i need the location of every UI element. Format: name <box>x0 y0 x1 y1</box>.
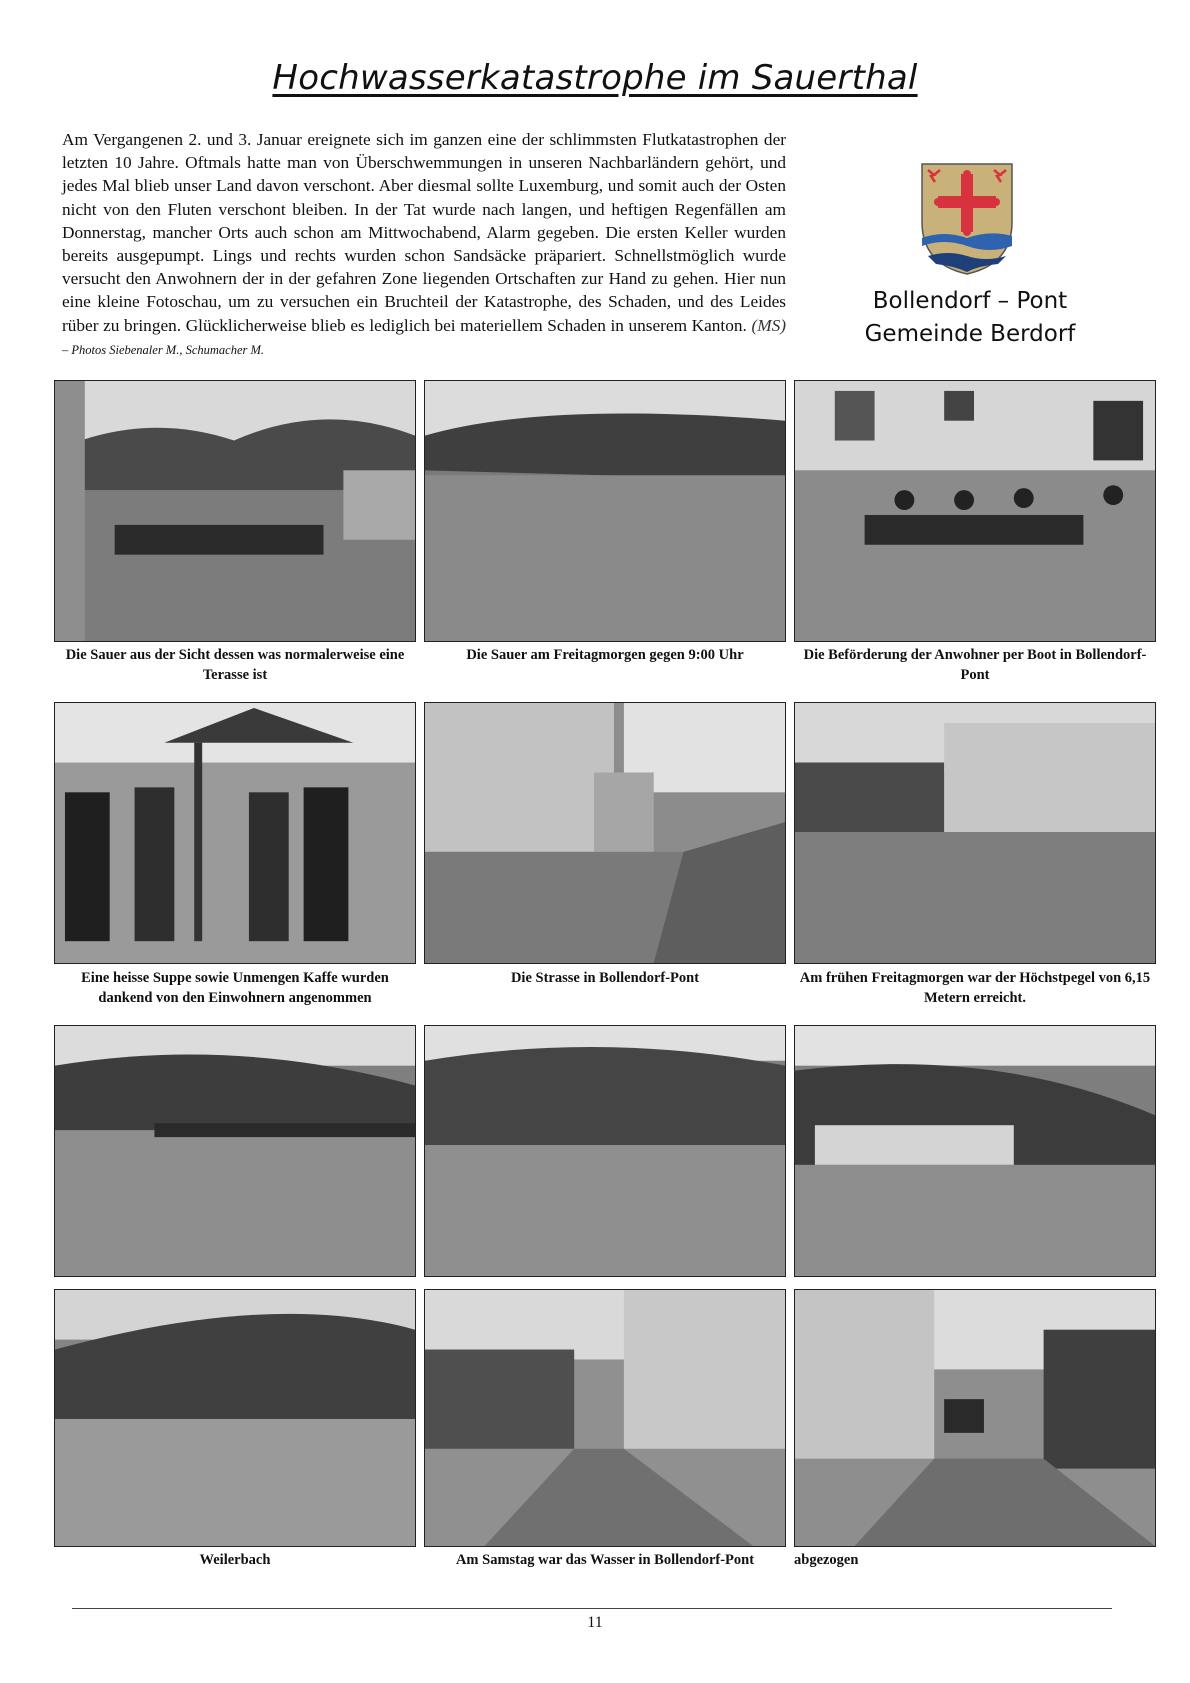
photo-street-flooded <box>424 702 786 964</box>
caption-10: Weilerbach <box>199 1552 271 1568</box>
page-number: 11 <box>587 1614 603 1631</box>
photo-terrace-view <box>54 380 416 642</box>
page-title: Hochwasserkatastrophe im Sauerthal <box>272 58 918 98</box>
photo-road-truck <box>794 1289 1156 1547</box>
caption-1: Die Sauer aus der Sicht dessen was normalerweise eine Terasse ist <box>65 647 405 683</box>
photo-road-dry <box>424 1289 786 1547</box>
caption-11: Am Samstag war das Wasser in Bollendorf-Pont <box>455 1552 755 1568</box>
photo-credit: – Photos Siebenaler M., Schumacher M. <box>62 342 265 357</box>
photo-weilerbach <box>54 1289 416 1547</box>
caption-12: abgezogen <box>794 1552 859 1568</box>
photo-river-bridge <box>54 1025 416 1277</box>
photo-boat-rescue <box>794 380 1156 642</box>
municipality-name: Gemeinde Berdorf <box>864 321 1076 347</box>
coat-of-arms-icon <box>918 160 1016 278</box>
intro-paragraph <box>62 128 786 362</box>
intro-text: Am Vergangenen 2. und 3. Januar ereignete sich im ganzen eine der schlimmsten Flutkatastrophen der letzten 10 Jahre. Oftmals hatte man von Überschwemmungen in unseren Nachbarländern gehört, und jedes Mal blieb unser Land davon verschont. Aber diesmal sollte Luxemburg, und somit auch der Osten nicht von den Fluten verschont bleiben. In der Tat wurde nach langen, und heftigen Regenfällen am Donnerstag, mancher Orts auch schon am Mittwochabend, Alarm gegeben. Die ersten Keller wurden bereits ausgepumpt. Lings und rechts wurden schon Sandsäcke präpariert. Schnellstmöglich wurde versucht den Anwohnern der in der gefahren Zone liegenden Ortschaften zur Hand zu gehen. Hier nun eine kleine Fotoschau, um zu versuchen ein Bruchteil der Katastrophe, des Schaden, und des Leides rüber zu bringen. Glücklicherweise blieb es lediglich bei materiellem Schaden in unserem Kanton. <box>62 130 786 335</box>
caption-3: Die Beförderung der Anwohner per Boot in Bollendorf-Pont <box>803 647 1147 683</box>
photo-village-flood <box>794 1025 1156 1277</box>
footer-rule <box>72 1608 1112 1609</box>
caption-4: Eine heisse Suppe sowie Unmengen Kaffe wurden dankend von den Einwohnern angenommen <box>81 970 389 1006</box>
caption-6: Am frühen Freitagmorgen war der Höchstpegel von 6,15 Metern erreicht. <box>799 970 1151 1006</box>
photo-sauer-friday <box>424 380 786 642</box>
place-name: Bollendorf – Pont <box>872 288 1068 314</box>
photo-peak-level <box>794 702 1156 964</box>
photo-river-valley <box>424 1025 786 1277</box>
caption-2: Die Sauer am Freitagmorgen gegen 9:00 Uhr <box>466 647 744 663</box>
author-initials: (MS) <box>751 315 786 335</box>
photo-soup-helpers <box>54 702 416 964</box>
caption-5: Die Strasse in Bollendorf-Pont <box>510 970 700 986</box>
